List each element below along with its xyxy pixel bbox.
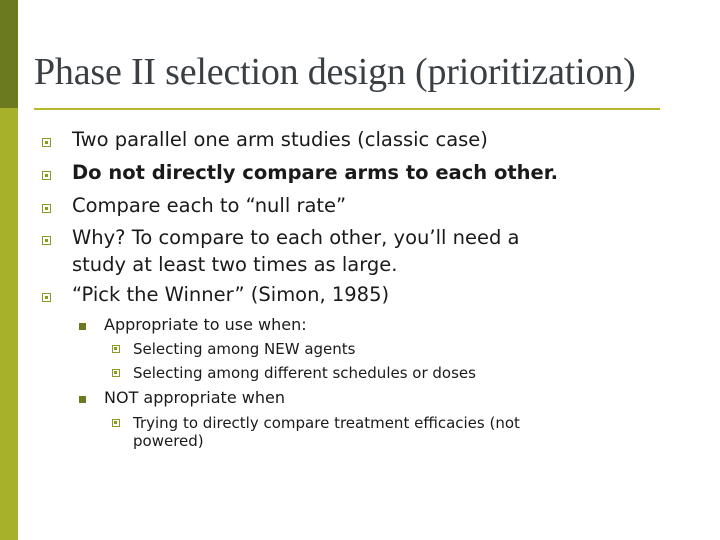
appropriate-item-1: Selecting among NEW agents bbox=[133, 340, 356, 358]
square-bullet-icon bbox=[112, 369, 120, 377]
square-bullet-icon bbox=[112, 419, 120, 427]
square-bullet-icon bbox=[42, 171, 51, 180]
not-appropriate-item-1-line-2: powered) bbox=[133, 432, 204, 450]
square-bullet-icon bbox=[42, 293, 51, 302]
bullet-5: “Pick the Winner” (Simon, 1985) bbox=[72, 283, 390, 306]
square-bullet-icon bbox=[112, 345, 120, 353]
square-bullet-icon bbox=[42, 138, 51, 147]
slide-title: Phase II selection design (prioritization) bbox=[34, 51, 636, 93]
appropriate-item-2: Selecting among different schedules or doses bbox=[133, 364, 476, 382]
sub-bullet-appropriate: Appropriate to use when: bbox=[104, 315, 307, 334]
square-bullet-icon bbox=[42, 236, 51, 245]
filled-square-bullet-icon bbox=[79, 396, 86, 403]
not-appropriate-item-1-line-1: Trying to directly compare treatment efficacies (not bbox=[133, 414, 520, 432]
bullet-4-line-1: Why? To compare to each other, you’ll need a bbox=[72, 226, 520, 249]
square-bullet-icon bbox=[42, 204, 51, 213]
bullet-2: Do not directly compare arms to each other. bbox=[72, 161, 559, 184]
bullet-3: Compare each to “null rate” bbox=[72, 194, 347, 217]
bullet-4-line-2: study at least two times as large. bbox=[72, 253, 398, 276]
bullet-1: Two parallel one arm studies (classic case) bbox=[72, 128, 488, 151]
filled-square-bullet-icon bbox=[79, 323, 86, 330]
sub-bullet-not-appropriate: NOT appropriate when bbox=[104, 388, 285, 407]
